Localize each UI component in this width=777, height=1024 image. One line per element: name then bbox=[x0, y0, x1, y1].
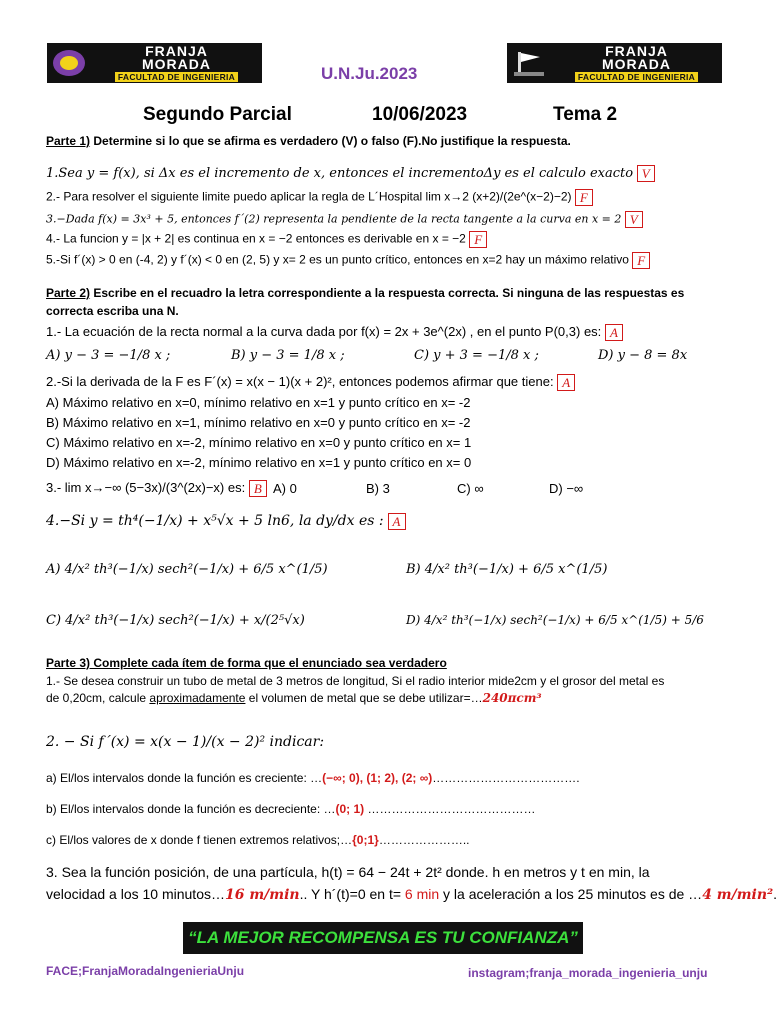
flag-emblem-icon bbox=[507, 45, 551, 81]
university-label: U.N.Ju.2023 bbox=[321, 64, 418, 83]
parte2-heading: Parte 2) bbox=[46, 286, 91, 300]
p2-q3-opt-b: B) 3 bbox=[366, 481, 390, 496]
answer-box[interactable]: A bbox=[388, 513, 406, 530]
p3-q1-line1: 1.- Se desea construir un tubo de metal de 3 metros de longitud, Si el radio interior mide2cm y el grosor del metal es bbox=[46, 674, 665, 688]
p3-q1-pre: de 0,20cm, calcule bbox=[46, 691, 150, 705]
logo-left bbox=[47, 43, 262, 83]
exam-date: 10/06/2023 bbox=[372, 104, 468, 125]
answer-box[interactable]: V bbox=[637, 165, 655, 182]
p3-qa bbox=[46, 771, 580, 785]
p2-q3-text: 3.- lim x→−∞ (5−3x)/(3^(2x)−x) es: bbox=[46, 480, 246, 495]
p3-qa-post: ………………………………. bbox=[432, 771, 580, 785]
p3-qb-pre: b) El/los intervalos donde la función es decreciente: … bbox=[46, 802, 336, 816]
p3-q1-answer: 240πcm³ bbox=[482, 691, 542, 705]
p1-item5 bbox=[46, 252, 650, 269]
logo-line1: FRANJA bbox=[145, 42, 208, 59]
p3-qb bbox=[46, 802, 536, 816]
p2-q1-opt-c: C) y + 3 = −1/8 x ; bbox=[414, 348, 539, 363]
logo-line1: FRANJA bbox=[605, 42, 668, 59]
p1-item2-text: 2.- Para resolver el siguiente limite puedo aplicar la regla de L´Hospital lim x→2 (x+2)/(2e^(x−2)−2) bbox=[46, 189, 572, 204]
emblem-icon bbox=[47, 45, 91, 81]
p2-q4-opt-d: D) 4/x² th³(−1/x) sech²(−1/x) + 6/5 x^(1/5) + 5/6 bbox=[406, 613, 704, 627]
p1-item2 bbox=[46, 189, 593, 206]
p2-q2-opt-b: B) Máximo relativo en x=1, mínimo relativo en x=0 y punto crítico en x= -2 bbox=[46, 415, 471, 430]
p2-q4-opt-b: B) 4/x² th³(−1/x) + 6/5 x^(1/5) bbox=[406, 562, 608, 577]
answer-box[interactable]: V bbox=[625, 211, 643, 228]
p3-q3-accel: 4 m/min² bbox=[702, 887, 774, 903]
p1-item3 bbox=[46, 211, 643, 228]
p1-item4-text: 4.- La funcion y = |x + 2| es continua en x = −2 entonces es derivable en x = −2 bbox=[46, 231, 466, 246]
p3-qc-post: ………………….. bbox=[378, 833, 470, 847]
p3-qc bbox=[46, 833, 470, 847]
logo-line2: MORADA bbox=[142, 55, 211, 72]
p3-q1-line2 bbox=[46, 691, 542, 705]
answer-box[interactable]: B bbox=[249, 480, 267, 497]
facebook-footer: FACE;FranjaMoradaIngenieriaUnju bbox=[46, 964, 245, 978]
logo-line3: FACULTAD DE INGENIERIA bbox=[115, 72, 238, 82]
p1-item1-text: 1.Sea y = f(x), si Δx es el incremento de x, entonces el incrementoΔy es el calculo exacto bbox=[46, 166, 634, 181]
p3-q3-pre: velocidad a los 10 minutos… bbox=[46, 886, 225, 902]
p3-q2-text: 2. − Si f´(x) = x(x − 1)/(x − 2)² indicar: bbox=[46, 734, 325, 750]
p1-item1 bbox=[46, 165, 655, 182]
parte2-instruction-b: correcta escriba una N. bbox=[46, 304, 179, 318]
p2-q3-opt-a: A) 0 bbox=[273, 481, 297, 496]
p2-q1-text: 1.- La ecuación de la recta normal a la curva dada por f(x) = 2x + 3e^(2x) , en el punto P(0,3) es: bbox=[46, 324, 602, 339]
p3-q3-mid2: y la aceleración a los 25 minutos es de … bbox=[439, 886, 703, 902]
instagram-footer: instagram;franja_morada_ingenieria_unju bbox=[468, 966, 708, 980]
logo-line2: MORADA bbox=[602, 55, 671, 72]
p3-q3-end: . bbox=[773, 886, 777, 902]
p2-q2 bbox=[46, 374, 575, 391]
p2-q2-text: 2.-Si la derivada de la F es F´(x) = x(x − 1)(x + 2)², entonces podemos afirmar que tiene: bbox=[46, 374, 554, 389]
p3-qc-answer: {0;1} bbox=[352, 833, 379, 847]
p2-q4 bbox=[46, 512, 406, 530]
p3-q3-velocity: 16 m/min bbox=[225, 887, 300, 903]
p2-q1-opt-b: B) y − 3 = 1/8 x ; bbox=[231, 348, 345, 363]
p2-q4-text: 4.−Si y = th⁴(−1/x) + x⁵√x + 5 ln6, la dy/dx es : bbox=[46, 513, 384, 529]
p3-qc-pre: c) El/los valores de x donde f tienen extremos relativos;… bbox=[46, 833, 353, 847]
p2-q3-opt-d: D) −∞ bbox=[549, 481, 584, 496]
answer-box[interactable]: F bbox=[469, 231, 487, 248]
exam-tema: Tema 2 bbox=[553, 104, 618, 125]
p2-q2-opt-d: D) Máximo relativo en x=-2, mínimo relativo en x=1 y punto crítico en x= 0 bbox=[46, 455, 472, 470]
p3-q3-line1: 3. Sea la función posición, de una partícula, h(t) = 64 − 24t + 2t² donde. h en metros y t en min, la bbox=[46, 864, 650, 880]
motto-banner: “LA MEJOR RECOMPENSA ES TU CONFIANZA” bbox=[183, 922, 583, 954]
p2-q2-opt-a: A) Máximo relativo en x=0, mínimo relativo en x=1 y punto crítico en x= -2 bbox=[46, 395, 471, 410]
p3-qa-answer: (−∞; 0), (1; 2), (2; ∞) bbox=[322, 771, 433, 785]
p1-item3-text: 3.−Dada f(x) = 3x³ + 5, entonces f´(2) representa la pendiente de la recta tangente a la curva en x = 2 bbox=[46, 212, 622, 226]
p3-q3-line2 bbox=[46, 886, 777, 903]
p2-q4-opt-a: A) 4/x² th³(−1/x) sech²(−1/x) + 6/5 x^(1/5) bbox=[46, 562, 328, 577]
p3-qb-post: …………………………………… bbox=[364, 802, 536, 816]
p2-q3 bbox=[46, 480, 267, 497]
answer-box[interactable]: F bbox=[575, 189, 593, 206]
p2-q4-opt-c: C) 4/x² th³(−1/x) sech²(−1/x) + x/(2⁵√x) bbox=[46, 613, 305, 628]
logo-line3: FACULTAD DE INGENIERIA bbox=[575, 72, 698, 82]
p2-q1-opt-a: A) y − 3 = −1/8 x ; bbox=[46, 348, 171, 363]
p1-item4 bbox=[46, 231, 487, 248]
p3-qb-answer: (0; 1) bbox=[335, 802, 365, 816]
p3-q2 bbox=[46, 733, 324, 750]
p3-q3-mid: .. Y h´(t)=0 en t= bbox=[299, 886, 402, 902]
p3-q1-underlined: aproximadamente bbox=[149, 691, 246, 705]
p2-q2-opt-c: C) Máximo relativo en x=-2, mínimo relativo en x=0 y punto crítico en x= 1 bbox=[46, 435, 472, 450]
p3-q3-time: 6 min bbox=[404, 886, 440, 902]
parte3-heading: Parte 3) Complete cada ítem de forma que el enunciado sea verdadero bbox=[46, 656, 447, 670]
p2-q1 bbox=[46, 324, 623, 341]
parte1-instruction: Determine si lo que se afirma es verdadero (V) o falso (F).No justifique la respuesta. bbox=[90, 134, 571, 148]
answer-box[interactable]: A bbox=[557, 374, 575, 391]
parte2-instruction: Escribe en el recuadro la letra correspondiente a la respuesta correcta. Si ninguna de las respuestas es bbox=[90, 286, 685, 300]
p2-q1-opt-d: D) y − 8 = 8x bbox=[598, 348, 688, 363]
parte2-heading-line bbox=[46, 286, 684, 300]
answer-box[interactable]: F bbox=[632, 252, 650, 269]
p1-item5-text: 5.-Si f´(x) > 0 en (-4, 2) y f´(x) < 0 en (2, 5) y x= 2 es un punto crítico, entonces en x=2 hay un máximo relativo bbox=[46, 252, 629, 267]
answer-box[interactable]: A bbox=[605, 324, 623, 341]
p3-qa-pre: a) El/los intervalos donde la función es creciente: … bbox=[46, 771, 323, 785]
parte1-heading: Parte 1) bbox=[46, 134, 91, 148]
p3-q1-post: el volumen de metal que se debe utilizar=… bbox=[245, 691, 483, 705]
p2-q3-opt-c: C) ∞ bbox=[457, 481, 484, 496]
exam-title: Segundo Parcial bbox=[143, 104, 292, 125]
parte1-heading-line bbox=[46, 134, 571, 148]
logo-right bbox=[507, 43, 722, 83]
